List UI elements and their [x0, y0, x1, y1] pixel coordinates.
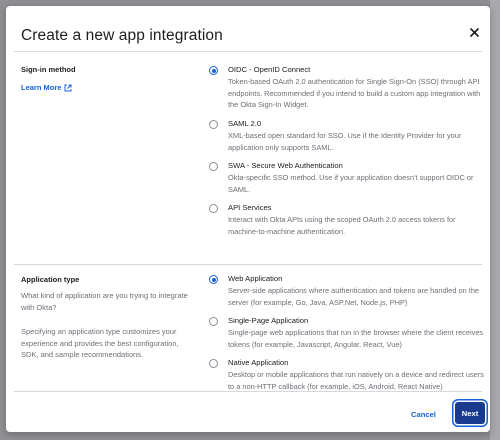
application-type-label: Application type [21, 275, 80, 284]
radio-button[interactable] [209, 162, 218, 171]
learn-more-link[interactable] [21, 83, 72, 92]
radio-button[interactable] [209, 275, 218, 284]
sign-in-method-section [14, 52, 482, 249]
dialog-title: Create a new app integration [21, 27, 223, 44]
create-app-integration-dialog [6, 6, 490, 432]
radio-button[interactable] [209, 204, 218, 213]
option-description: XML-based open standard for SSO. Use if the Identity Provider for your application only supports SAML. [228, 131, 462, 152]
option-description: Server-side applications where authentication and tokens are handled on the server (for example, Go, Java, ASP.Net, Node.js, PHP) [228, 286, 480, 307]
option-title: API Services [228, 203, 272, 212]
option-title: Single-Page Application [228, 316, 309, 325]
application-type-question: What kind of application are you trying to integrate with Okta? [21, 291, 188, 312]
page-backdrop [490, 0, 500, 440]
application-type-section [14, 264, 482, 392]
external-link-icon [64, 84, 72, 92]
option-description: Interact with Okta APIs using the scoped OAuth 2.0 access tokens for machine-to-machine authentication. [228, 215, 456, 236]
option-title: SAML 2.0 [228, 119, 262, 128]
learn-more-label: Learn More [21, 83, 62, 92]
option-description: Okta-specific SSO method. Use if your application doesn't support OIDC or SAML. [228, 173, 474, 194]
next-button[interactable]: Next [455, 402, 485, 424]
cancel-button[interactable]: Cancel [411, 410, 436, 419]
close-button[interactable] [464, 22, 484, 42]
dialog-body [14, 51, 482, 392]
option-title: OIDC - OpenID Connect [228, 65, 311, 74]
sign-in-method-label: Sign-in method [21, 65, 76, 74]
radio-button[interactable] [209, 120, 218, 129]
radio-button[interactable] [209, 317, 218, 326]
application-type-help: Specifying an application type customizes your experience and provides the best configuration, SDK, and sample recommendations. [21, 327, 179, 359]
option-title: Web Application [228, 274, 283, 283]
close-icon [470, 28, 479, 37]
option-description: Token-based OAuth 2.0 authentication for Single Sign-On (SSO) through API endpoints. Recommended if you intend to build a custom app integration with the Okta Sign-In Widget. [228, 77, 481, 109]
option-title: Native Application [228, 358, 289, 367]
option-description: Single-page web applications that run in the browser where the client receives tokens (for example, Javascript, Angular, React, Vue) [228, 328, 484, 349]
option-title: SWA - Secure Web Authentication [228, 161, 343, 170]
radio-button[interactable] [209, 359, 218, 368]
option-description: Desktop or mobile applications that run natively on a device and redirect users to a non-HTTP callback (for example, iOS, Android, React Native) [228, 370, 484, 391]
radio-button[interactable] [209, 66, 218, 75]
